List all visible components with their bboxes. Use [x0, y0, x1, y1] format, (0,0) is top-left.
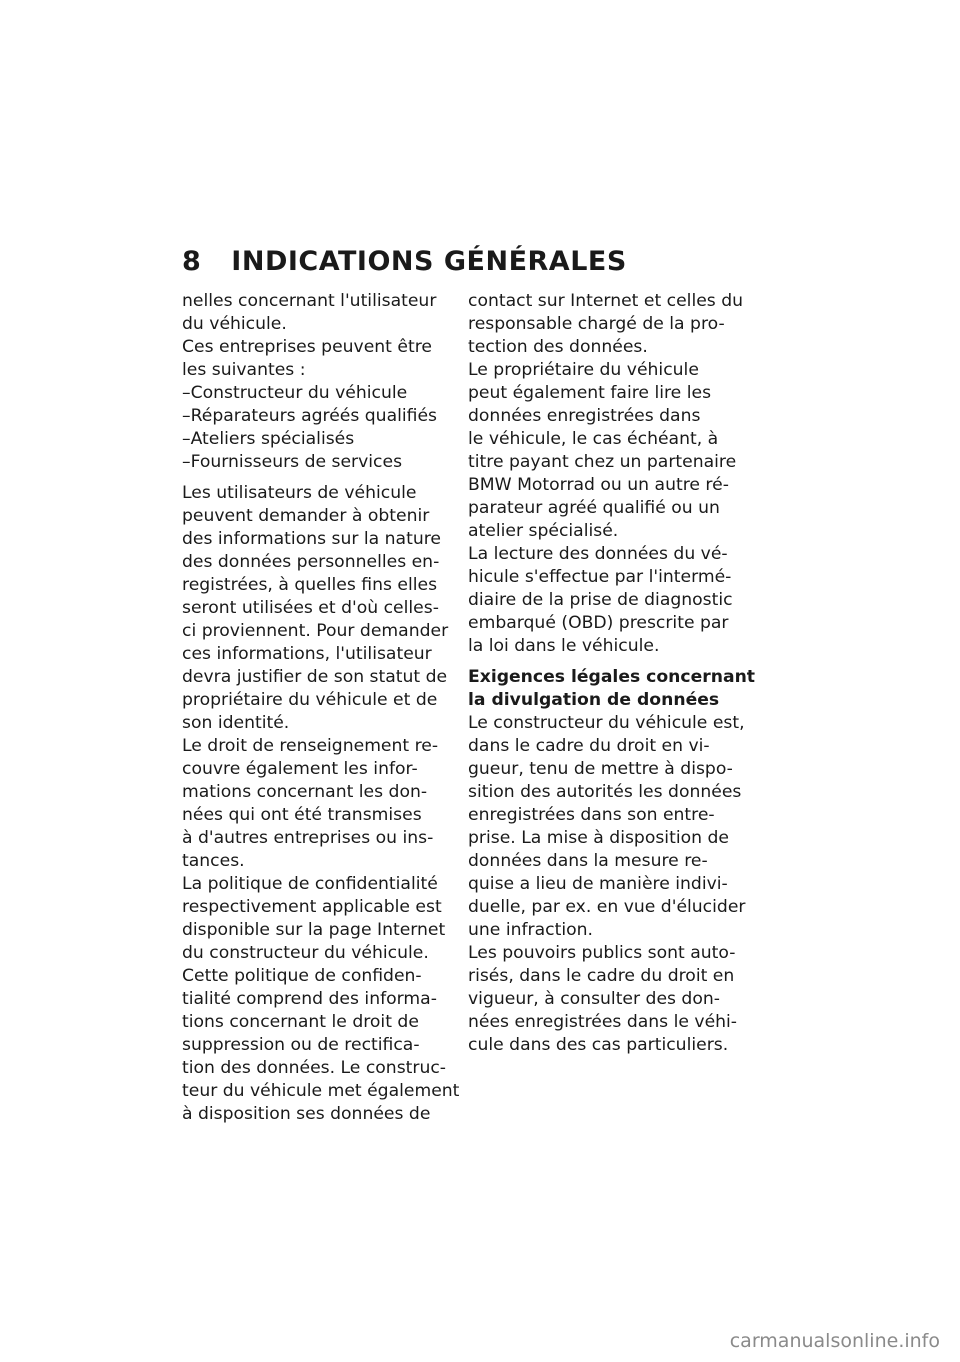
- text-line: Les utilisateurs de véhicule: [182, 483, 417, 503]
- text-line: peuvent demander à obtenir: [182, 506, 430, 526]
- text-line: couvre également les infor-: [182, 759, 418, 779]
- text-line: le véhicule, le cas échéant, à: [468, 429, 719, 449]
- text-line: vigueur, à consulter des don-: [468, 989, 720, 1009]
- text-line: une infraction.: [468, 920, 593, 940]
- text-line: registrées, à quelles fins elles: [182, 575, 438, 595]
- text-line: données dans la mesure re-: [468, 851, 708, 871]
- text-line: données enregistrées dans: [468, 406, 701, 426]
- text-line: des données personnelles en-: [182, 552, 440, 572]
- text-line: parateur agréé qualifié ou un: [468, 498, 720, 518]
- text-line: devra justifier de son statut de: [182, 667, 448, 687]
- text-line: seront utilisées et d'où celles-: [182, 598, 439, 618]
- left-paragraph: [182, 482, 460, 1126]
- text-line: ces informations, l'utilisateur: [182, 644, 432, 664]
- text-line: hicule s'effectue par l'intermé-: [468, 567, 732, 587]
- text-line: responsable chargé de la pro-: [468, 314, 725, 334]
- chapter-title: INDICATIONS GÉNÉRALES: [231, 246, 627, 277]
- text-line: sition des autorités les données: [468, 782, 742, 802]
- text-line: la divulgation de données: [468, 690, 720, 710]
- left-paragraph: [182, 290, 457, 474]
- text-line: BMW Motorrad ou un autre ré-: [468, 475, 729, 495]
- text-line: diaire de la prise de diagnostic: [468, 590, 733, 610]
- text-line: La lecture des données du vé-: [468, 544, 728, 564]
- text-line: teur du véhicule met également: [182, 1081, 460, 1101]
- text-line: tions concernant le droit de: [182, 1012, 419, 1032]
- text-line: La politique de confidentialité: [182, 874, 438, 894]
- text-line: contact sur Internet et celles du: [468, 291, 744, 311]
- text-line: nelles concernant l'utilisateur: [182, 291, 437, 311]
- watermark: carmanualsonline.info: [729, 1330, 940, 1352]
- text-line: duelle, par ex. en vue d'élucider: [468, 897, 746, 917]
- text-line: disponible sur la page Internet: [182, 920, 446, 940]
- text-line: ci proviennent. Pour demander: [182, 621, 449, 641]
- right-paragraph-2: [468, 712, 750, 1057]
- text-line: quise a lieu de manière indivi-: [468, 874, 728, 894]
- text-line: enregistrées dans son entre-: [468, 805, 715, 825]
- text-line: –Constructeur du véhicule: [182, 383, 408, 403]
- text-line: Le constructeur du véhicule est,: [468, 713, 745, 733]
- text-line: titre payant chez un partenaire: [468, 452, 737, 472]
- text-line: peut également faire lire les: [468, 383, 712, 403]
- text-line: gueur, tenu de mettre à dispo-: [468, 759, 733, 779]
- text-line: la loi dans le véhicule.: [468, 636, 660, 656]
- text-line: du véhicule.: [182, 314, 287, 334]
- text-line: les suivantes :: [182, 360, 306, 380]
- text-line: Cette politique de confiden-: [182, 966, 422, 986]
- text-line: tection des données.: [468, 337, 648, 357]
- text-line: Le droit de renseignement re-: [182, 736, 439, 756]
- text-line: respectivement applicable est: [182, 897, 442, 917]
- section-heading: [468, 666, 756, 712]
- text-line: son identité.: [182, 713, 290, 733]
- text-line: propriétaire du véhicule et de: [182, 690, 438, 710]
- text-line: Exigences légales concernant: [468, 667, 756, 687]
- text-line: à disposition ses données de: [182, 1104, 431, 1124]
- text-line: du constructeur du véhicule.: [182, 943, 429, 963]
- text-line: à d'autres entreprises ou ins-: [182, 828, 434, 848]
- text-line: –Ateliers spécialisés: [182, 429, 355, 449]
- text-line: nées qui ont été transmises: [182, 805, 422, 825]
- text-line: des informations sur la nature: [182, 529, 441, 549]
- left-column: [182, 290, 460, 1126]
- text-line: dans le cadre du droit en vi-: [468, 736, 710, 756]
- text-line: –Réparateurs agréés qualifiés: [182, 406, 438, 426]
- text-line: prise. La mise à disposition de: [468, 828, 729, 848]
- text-line: tances.: [182, 851, 245, 871]
- text-line: nées enregistrées dans le véhi-: [468, 1012, 738, 1032]
- text-line: –Fournisseurs de services: [182, 452, 403, 472]
- text-line: suppression ou de rectifica-: [182, 1035, 420, 1055]
- text-line: Ces entreprises peuvent être: [182, 337, 432, 357]
- text-line: tialité comprend des informa-: [182, 989, 437, 1009]
- text-line: Le propriétaire du véhicule: [468, 360, 699, 380]
- text-line: mations concernant les don-: [182, 782, 428, 802]
- right-column: [468, 290, 756, 1057]
- text-line: tion des données. Le construc-: [182, 1058, 447, 1078]
- page-header: [182, 246, 627, 277]
- text-line: atelier spécialisé.: [468, 521, 619, 541]
- right-paragraph-1: [468, 290, 750, 658]
- text-line: risés, dans le cadre du droit en: [468, 966, 735, 986]
- page-number: 8: [182, 246, 202, 277]
- text-line: Les pouvoirs publics sont auto-: [468, 943, 736, 963]
- text-line: cule dans des cas particuliers.: [468, 1035, 729, 1055]
- text-line: embarqué (OBD) prescrite par: [468, 613, 729, 633]
